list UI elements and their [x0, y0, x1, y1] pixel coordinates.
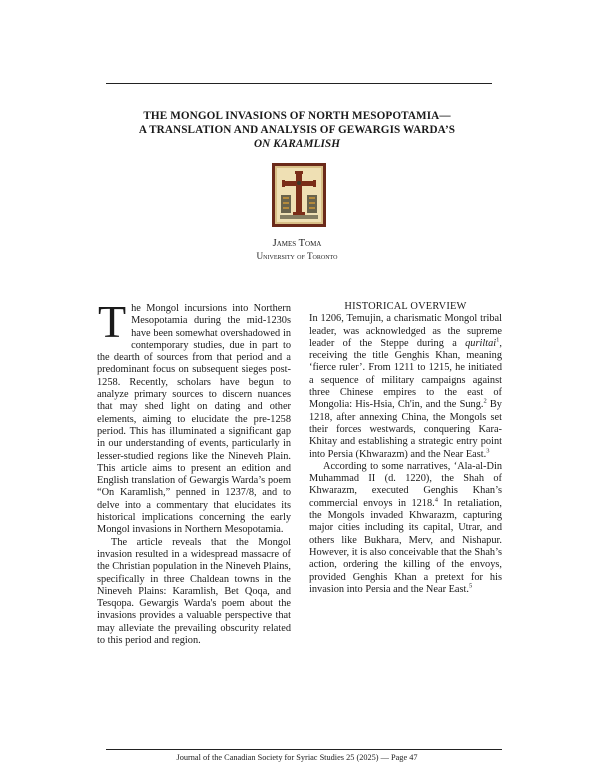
header-rule — [106, 83, 492, 84]
section-heading: HISTORICAL OVERVIEW — [344, 301, 467, 312]
left-column — [97, 296, 291, 647]
khwarazm-text-a: According to some narratives, ‘Ala-al-Din Muhammad II (d. 1220), the Shah of Khwarazm, executed Genghis Khan’s commercial envoys in 1218. — [309, 460, 502, 509]
paragraph-findings — [97, 537, 291, 648]
syriac-cross-manuscript-icon — [272, 163, 326, 227]
khwarazm-text-b: In retaliation, the Mongols invaded Khwarazm, capturing major cities including its capital, Utrar, and others like Bukhara, Merv, and Nishapur. However, it is also conceivable that the Shah’s action, ordering the killing of the envoys, provided Genghis Khan a pretext for his invasion into Persia and the Near East. — [309, 497, 502, 595]
right-column — [309, 301, 502, 596]
overview-text-b: , receiving the title Genghis Khan, meaning ‘fierce ruler’. From 1211 to 1215, he initiated a sequence of military campaigns against three Chinese empires to the east of Mongolia: His-Hsia, Ch'in, and the Sung. — [309, 337, 502, 411]
footnote-ref-5[interactable]: 5 — [469, 582, 473, 590]
paragraph-intro — [97, 296, 291, 537]
overview-text-a: In 1206, Temujin, a charismatic Mongol tribal leader, was acknowledged as the supreme leader of the Steppe during a — [309, 313, 502, 349]
drop-cap: T — [98, 296, 127, 347]
footnote-ref-2[interactable]: 2 — [483, 397, 487, 405]
footnote-ref-3[interactable]: 3 — [486, 447, 490, 455]
article-title-line-1: THE MONGOL INVASIONS OF NORTH MESOPOTAMIA— — [143, 110, 451, 122]
footnote-ref-4[interactable]: 4 — [434, 496, 438, 504]
quriltai-term: quriltai — [465, 337, 497, 349]
author-name: James Toma — [272, 238, 322, 249]
footer-rule — [106, 749, 502, 750]
footnote-ref-1[interactable]: 1 — [496, 336, 500, 344]
overview-text-c: By 1218, after annexing China, the Mongols set their forces westwards, conquering Kara-Khitay and establishing a strategic entry point into Persia (Khwarazm) and the Near East. — [309, 399, 502, 460]
page-footer: Journal of the Canadian Society for Syriac Studies 25 (2025) — Page 47 — [176, 753, 418, 762]
article-title-line-2: A TRANSLATION AND ANALYSIS OF GEWARGIS WARDA’S — [138, 124, 456, 136]
paragraph-findings-text: The article reveals that the Mongol invasion resulted in a widespread massacre of the Christian population in the Nineveh Plains, specifically in three Chaldean towns in the Nineveh Plains: Karamlish, Bet Qoqa, and Tesqopa. Gewargis Warda's poem about the invasions provides a valuable perspective that may alleviate the prevailing obscurity related to this period and region. — [97, 536, 291, 647]
article-title-line-3: ON KARAMLISH — [253, 138, 341, 150]
paragraph-intro-text: he Mongol incursions into Northern Mesopotamia during the mid-1230s have been somewhat overshadowed in contemporary studies, due in part to the dearth of sources from that period and a predominant focus on subsequent sieges post-1258. Recently, scholars have begun to analyze primary sources to discern nuances that may shed light on dating and other elements, aiming to elucidate the pre-1258 period. This has illuminated a significant gap in our understanding of events, particularly in lesser-studied regions like the Nineveh Plain. This article aims to present an edition and English translation of Gewargis Warda’s poem “On Karamlish,” penned in 1237/8, and to delve into a commentary that elucidates its historical implications concerning the early Mongol invasions in Northern Mesopotamia. — [97, 303, 291, 536]
paragraph-khwarazm — [309, 461, 502, 596]
author-affiliation: University of Toronto — [256, 251, 338, 261]
paragraph-overview — [309, 313, 502, 461]
